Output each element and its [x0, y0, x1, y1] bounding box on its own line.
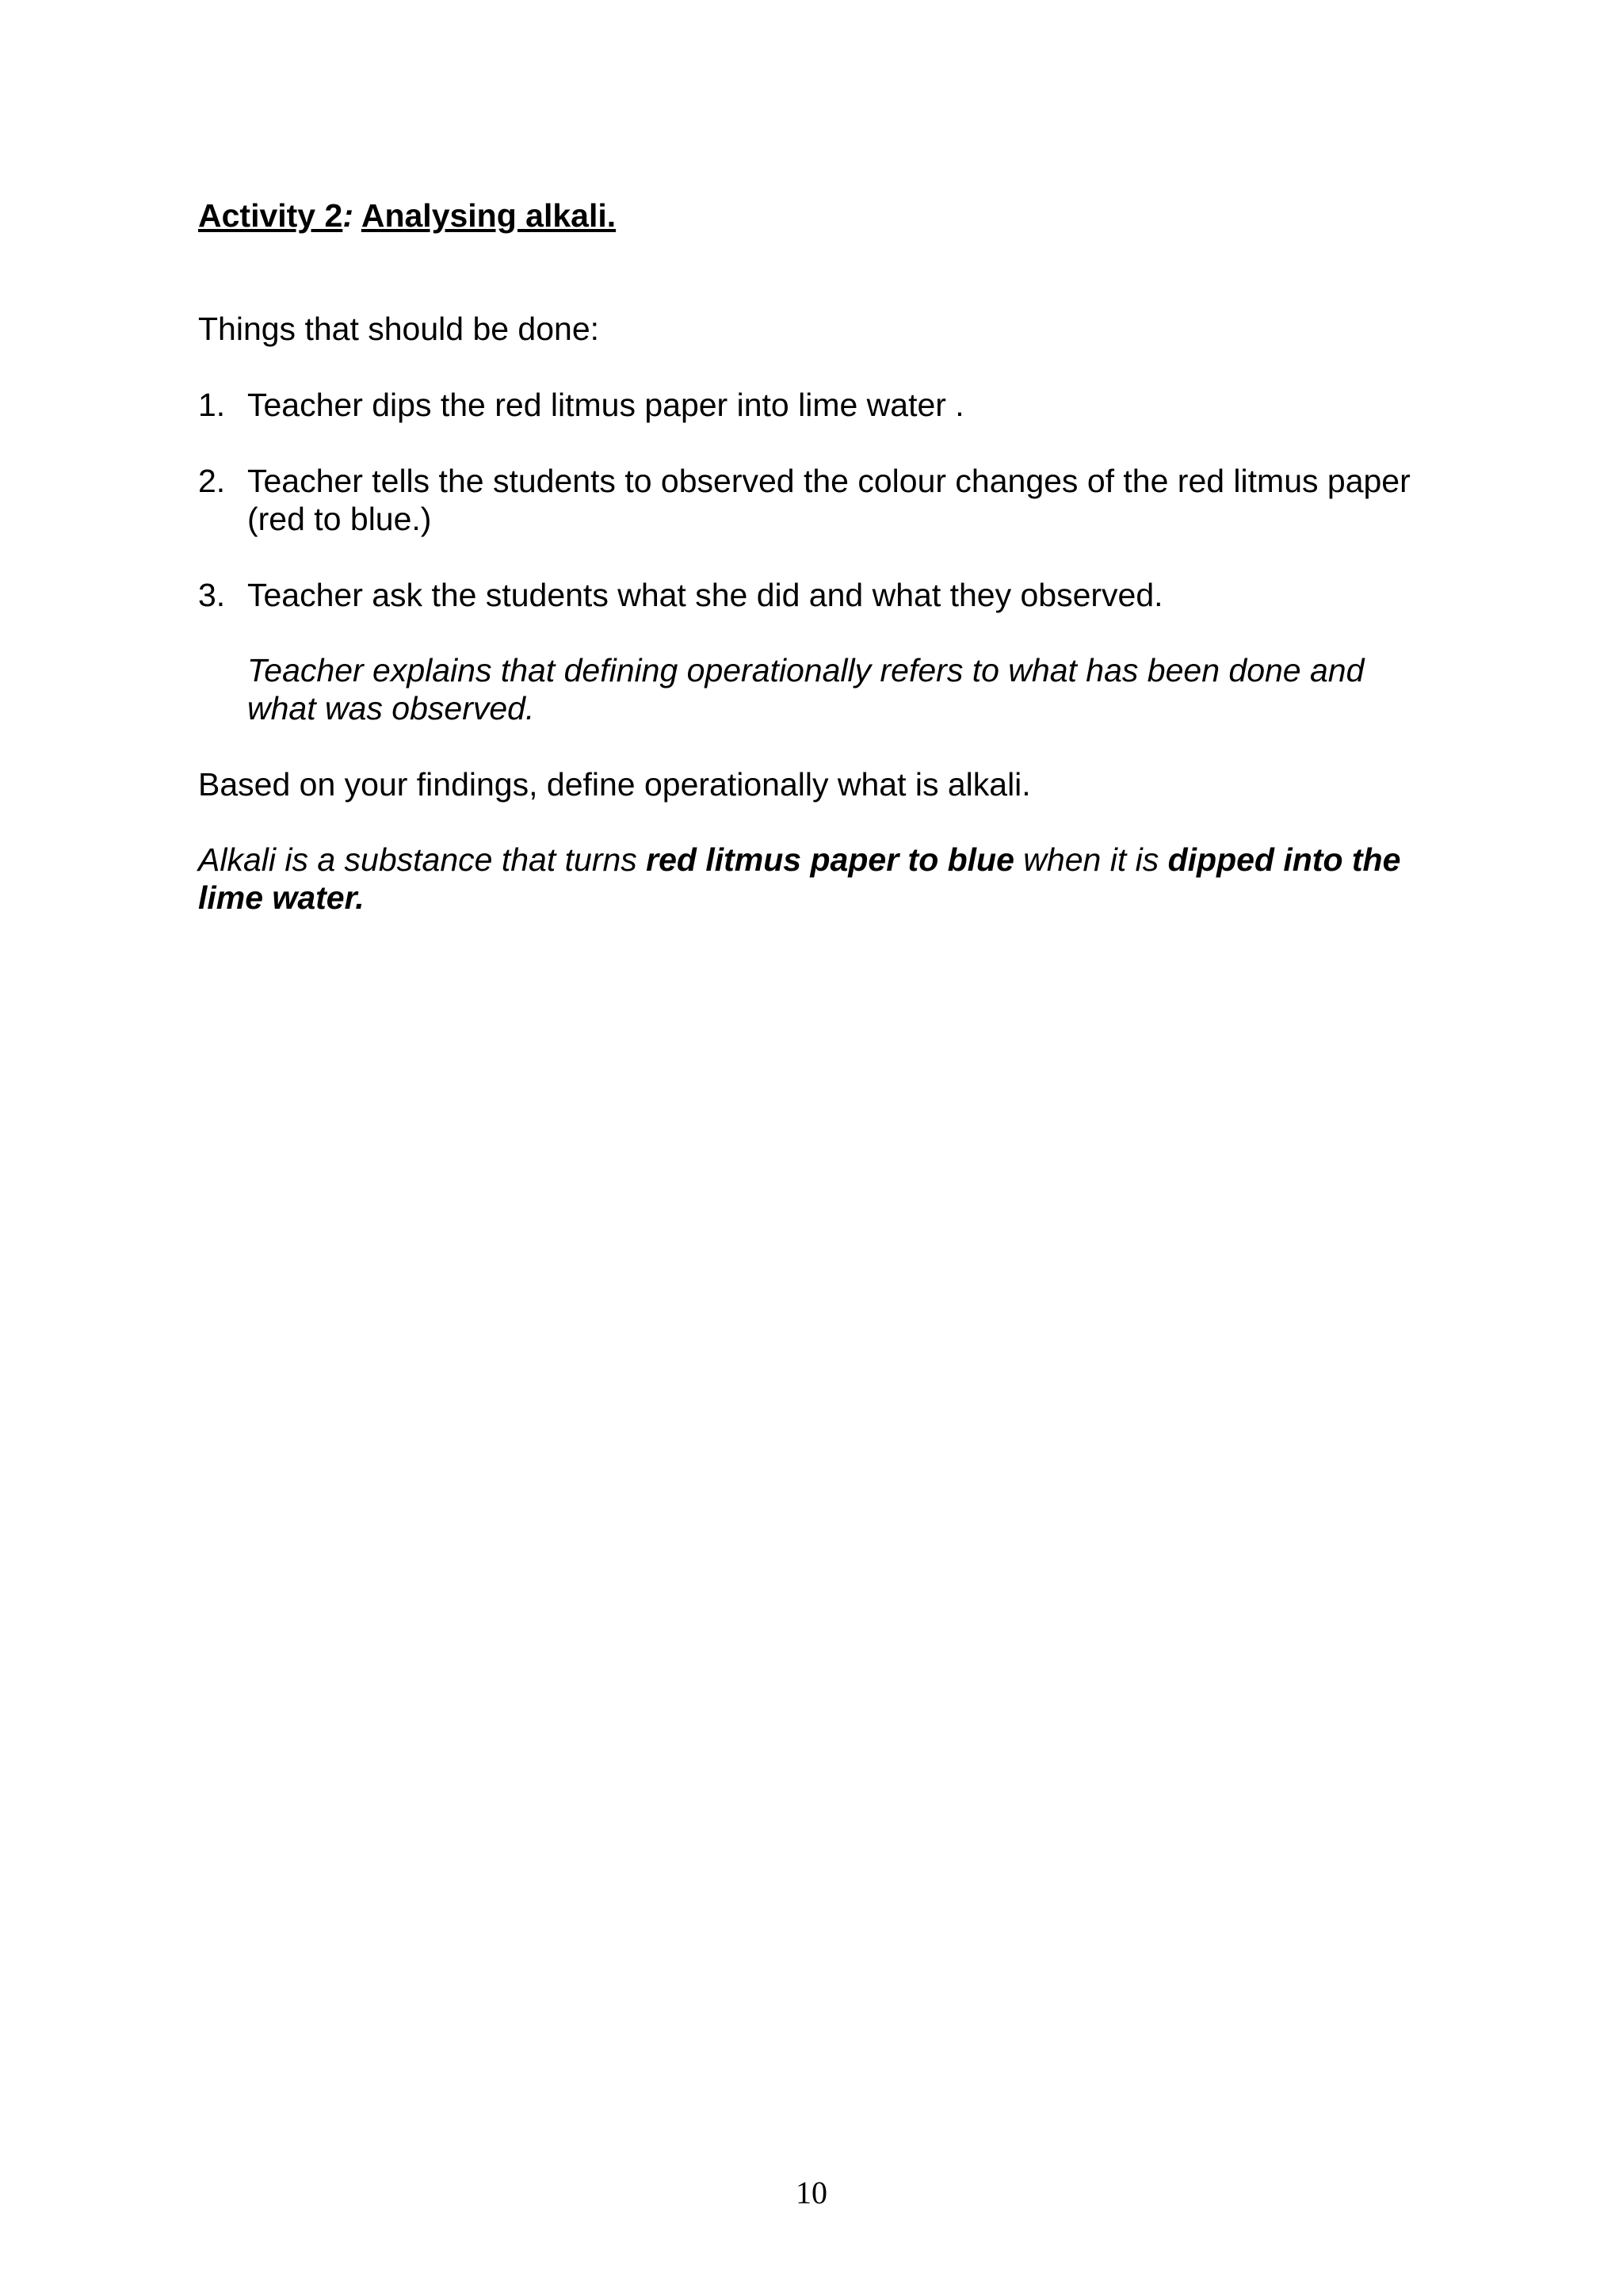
- activity-heading: [198, 196, 1434, 235]
- heading-activity-number: Activity 2: [198, 197, 343, 234]
- definition-emphasis: dipped into the lime water.: [198, 841, 1401, 916]
- question-text: Based on your findings, define operationally what is alkali.: [198, 766, 1031, 803]
- heading-separator: :: [342, 197, 353, 234]
- intro-text: Things that should be done:: [198, 311, 600, 347]
- heading-activity-title: Analysing alkali.: [361, 197, 617, 234]
- list-item-text: Teacher tells the students to observed the colour changes of the red litmus paper (red to blue.): [247, 463, 1411, 537]
- definition-part: Alkali is a substance that turns: [198, 841, 647, 878]
- teacher-note: Teacher explains that defining operationally refers to what has been done and what was observed.: [247, 652, 1365, 727]
- page-number: 10: [796, 2175, 827, 2210]
- definition-part: when it is: [1014, 841, 1168, 878]
- list-item-number: 3.: [198, 577, 226, 613]
- list-item-number: 1.: [198, 387, 226, 423]
- list-item-number: 2.: [198, 463, 226, 499]
- alkali-definition: [198, 841, 1434, 917]
- list-item-text: Teacher ask the students what she did and what they observed.: [247, 577, 1163, 613]
- definition-emphasis: red litmus paper to blue: [646, 841, 1014, 878]
- list-item-text: Teacher dips the red litmus paper into lime water .: [247, 387, 964, 423]
